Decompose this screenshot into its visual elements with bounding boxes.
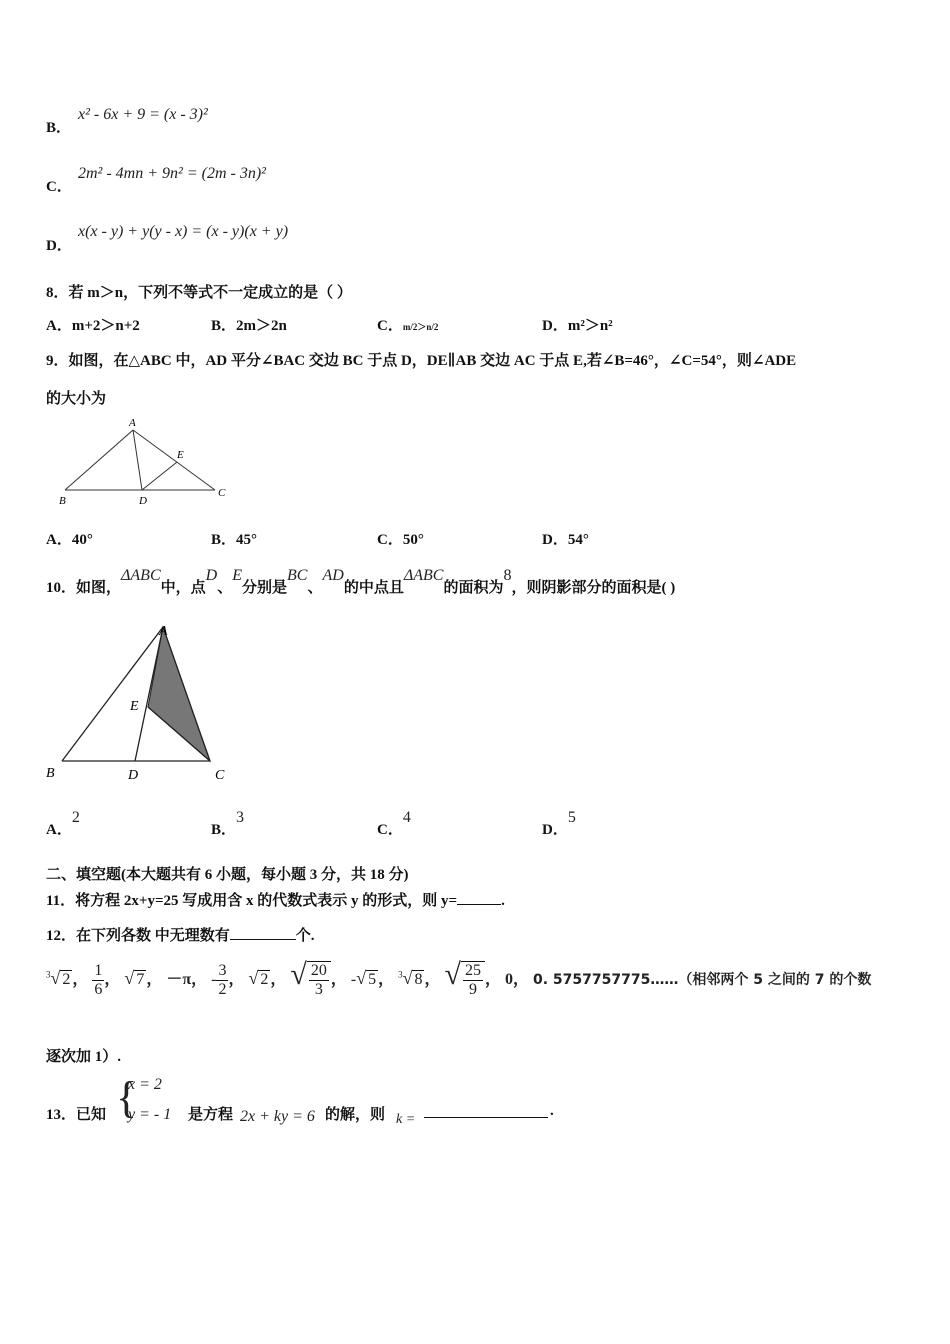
- q10-label-e: E: [130, 699, 139, 714]
- q9-label-a: A: [129, 417, 136, 429]
- q8-option-a: A．m+2＞n+2: [46, 318, 140, 334]
- q10-label-d: D: [128, 768, 139, 783]
- q10-label-a: A: [159, 624, 168, 639]
- q9-label-c: C: [218, 487, 226, 499]
- q13-k: k =: [396, 1112, 416, 1127]
- q9-label-b: B: [59, 495, 66, 507]
- q10-triangle-figure: [40, 615, 240, 790]
- q9-option-c: C．50°: [377, 532, 424, 548]
- q9-label-e: E: [177, 449, 184, 461]
- q9-option-b: B．45°: [211, 532, 258, 548]
- q10-option-a: A．2: [46, 809, 80, 838]
- q12-neg-frac-3-2: - $\frac{3}{2}$: [211, 961, 227, 998]
- q10-label-c: C: [215, 768, 225, 783]
- q12-zero: 0: [504, 971, 513, 988]
- q9-triangle-figure: [55, 412, 235, 512]
- q13-answer-blank[interactable]: [424, 1117, 548, 1118]
- q13-equation: 2x + ky = 6: [240, 1108, 315, 1125]
- q10-option-b: B．3: [211, 809, 245, 838]
- q10-option-d: D．5: [542, 809, 576, 838]
- q7-option-c-expr: 2m² - 4mn + 9n² = (2m - 3n)²: [78, 165, 266, 182]
- q7-option-d-expr: x(x - y) + y(y - x) = (x - y)(x + y): [78, 223, 289, 240]
- q12-number-list: $^3$√ 2 ， $\frac{1}{6}$ ， √ 7 ， －π， - $\frac{3}{2}$ ， √ 2 ， √ $\frac{20}{3}$ ， -√ 5 ， $^3$√ 8 ， √ $\frac{25}{9}$ ， 0， 0. 5757757775……（相邻两个 5 之间的 7 的个数: [46, 958, 872, 999]
- q12-answer-blank[interactable]: [230, 939, 296, 940]
- q10-stem: 10．如图，ΔABC中，点D、E分别是BC、AD的中点且ΔABC的面积为8，则阴影部分的面积是( ): [46, 567, 676, 596]
- q11-stem: 11．将方程 2x+y=25 写成用含 x 的代数式表示 y 的形式，则 y= .: [46, 893, 505, 909]
- q9-option-a: A．40°: [46, 532, 93, 548]
- q9-stem-line1: 9．如图，在△ABC 中，AD 平分∠BAC 交边 BC 于点 D，DE∥AB 交边 AC 于点 E,若∠B=46°，∠C=54°，则∠ADE: [46, 353, 797, 369]
- q7-option-d-label: D．: [46, 238, 72, 254]
- q12-cbrt2: $^3$√ 2: [46, 968, 71, 988]
- q12-stem: 12．在下列各数 中无理数有 个.: [46, 928, 315, 944]
- q9-stem-line2: 的大小为: [46, 391, 107, 407]
- q13-p3: 的解，则: [325, 1107, 386, 1123]
- q12-sqrt-25-9: √ $\frac{25}{9}$: [445, 971, 485, 988]
- q9-option-d: D．54°: [542, 532, 589, 548]
- q12-sqrt7: √ 7: [124, 968, 145, 988]
- q12-neg-sqrt5: -√ 5: [350, 968, 377, 988]
- q10-shaded-region: [148, 627, 210, 761]
- section-2-title: 二、填空题(本大题共有 6 小题，每小题 3 分，共 18 分): [46, 867, 409, 883]
- q12-sqrt-20-3: √ $\frac{20}{3}$: [290, 971, 330, 988]
- q12-cbrt8: $^3$√ 8: [398, 968, 423, 988]
- q7-option-b-label: B．: [46, 120, 72, 136]
- q8-option-b: B．2m＞2n: [211, 318, 287, 334]
- q11-answer-blank[interactable]: [457, 904, 501, 905]
- q12-frac-1-6: $\frac{1}{6}$: [94, 961, 103, 998]
- q13-p2: 是方程: [188, 1107, 234, 1123]
- q10-option-c: C．4: [377, 809, 411, 838]
- q13-p1: 13．已知: [46, 1107, 107, 1123]
- q7-option-c-label: C．: [46, 179, 72, 195]
- q13-end: .: [550, 1103, 554, 1119]
- q8-option-d: D．m²＞n²: [542, 318, 613, 334]
- q9-label-d: D: [139, 495, 147, 507]
- q10-label-b: B: [46, 766, 55, 781]
- q12-decimal: 0. 5757757775……（相邻两个 5 之间的 7 的个数: [533, 972, 872, 988]
- q12-neg-pi: －π: [166, 971, 192, 988]
- q7-option-b-expr: x² - 6x + 9 = (x - 3)²: [78, 106, 208, 123]
- q12-sqrt2: √ 2: [248, 968, 269, 988]
- q8-stem: 8．若 m＞n，下列不等式不一定成立的是（ ）: [46, 285, 352, 301]
- q8-option-c: C．m/2＞n/2: [377, 318, 439, 334]
- q12-line2: 逐次加 1）.: [46, 1049, 122, 1065]
